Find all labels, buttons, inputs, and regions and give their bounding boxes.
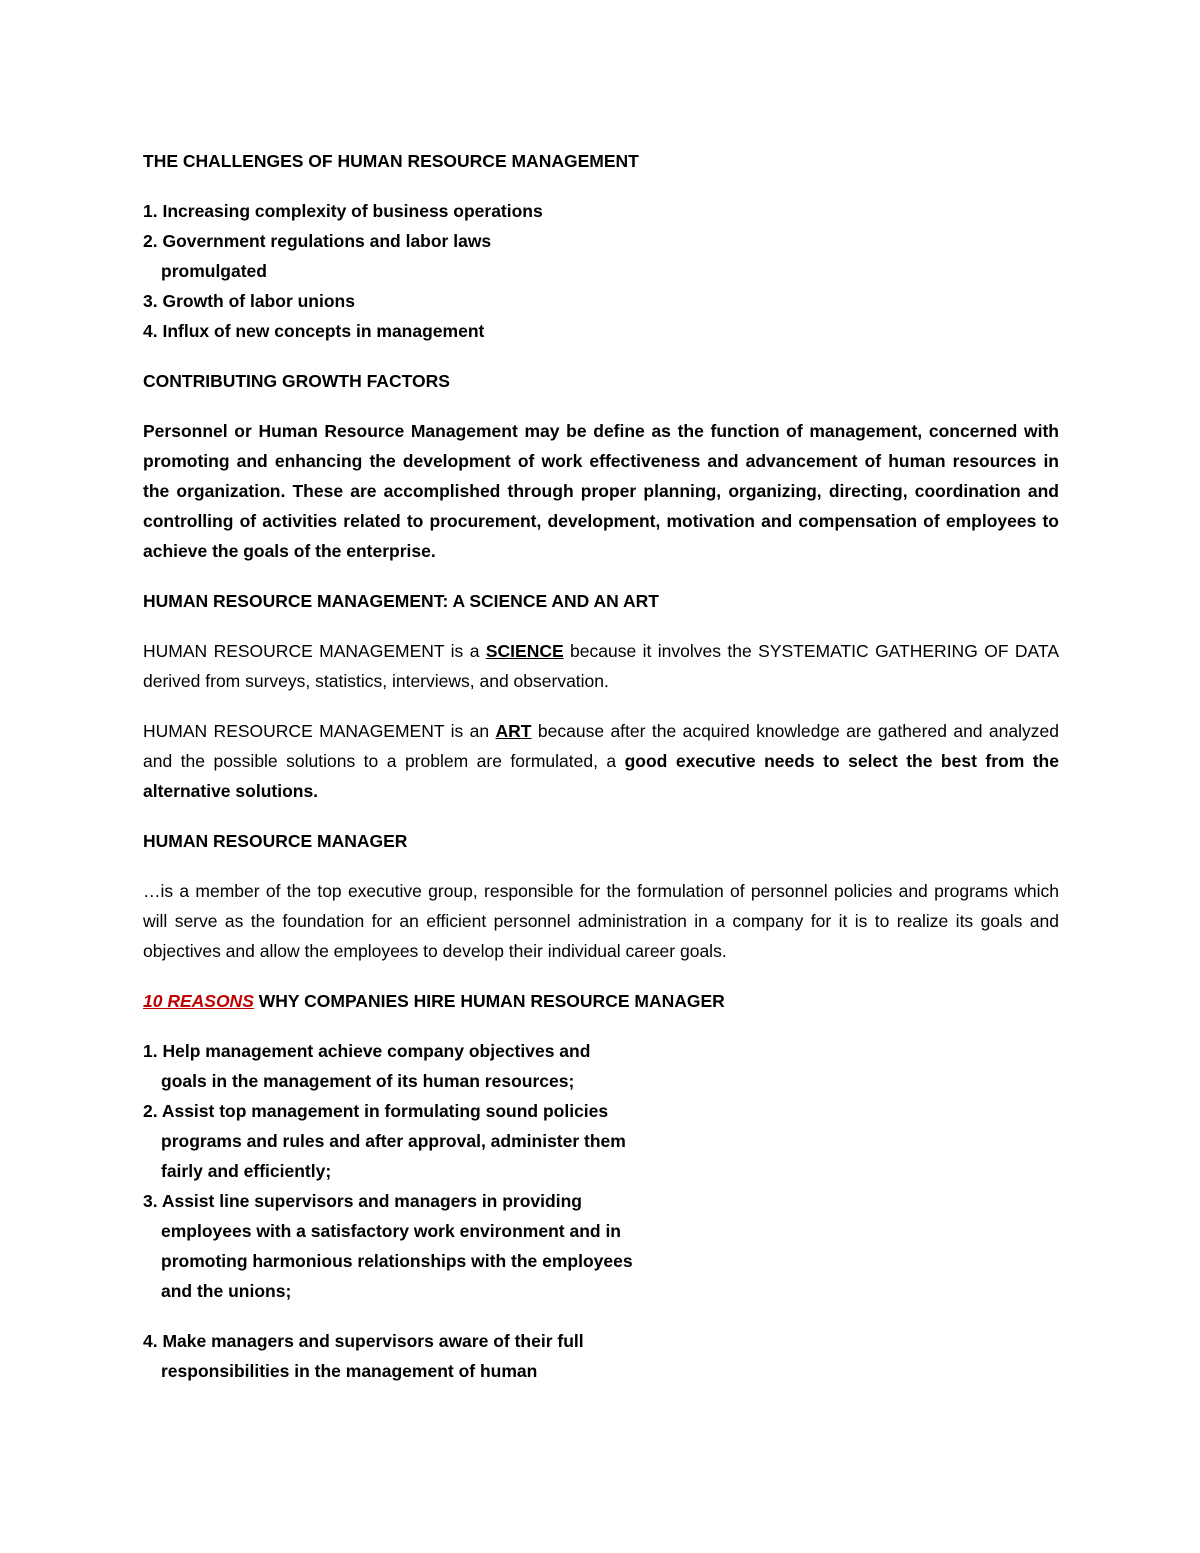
reasons-heading-emphasis: 10 REASONS bbox=[143, 991, 254, 1011]
section-heading-science-art: HUMAN RESOURCE MANAGEMENT: A SCIENCE AND AN ART bbox=[143, 591, 659, 611]
art-text-bold: good executive needs to select the best from the alternative solutions. bbox=[143, 751, 1059, 801]
list-item bbox=[143, 196, 1059, 226]
list-item-number: 4. bbox=[143, 1331, 158, 1351]
art-paragraph bbox=[143, 716, 1059, 806]
list-item-number: 3. bbox=[143, 291, 158, 311]
list-item bbox=[143, 1036, 1059, 1096]
list-item-text: Make managers and supervisors aware of their full bbox=[162, 1331, 584, 1351]
list-item bbox=[143, 1186, 1059, 1306]
list-item-text: Influx of new concepts in management bbox=[162, 321, 485, 341]
list-item-text: Assist line supervisors and managers in providing bbox=[161, 1191, 582, 1211]
list-item-number: 4. bbox=[143, 321, 158, 341]
art-keyword: ART bbox=[495, 721, 532, 741]
reasons-list bbox=[143, 1036, 1059, 1386]
list-item-number: 3. bbox=[143, 1191, 158, 1211]
list-item-number: 1. bbox=[143, 1041, 158, 1061]
list-item bbox=[143, 1326, 1059, 1386]
list-item-text: and the unions; bbox=[161, 1281, 292, 1301]
science-paragraph bbox=[143, 636, 1059, 696]
science-text-pre: HUMAN RESOURCE MANAGEMENT is a bbox=[143, 641, 486, 661]
list-item bbox=[143, 1096, 1059, 1186]
challenges-list bbox=[143, 196, 1059, 346]
list-item-number: 1. bbox=[143, 201, 158, 221]
list-item-text: goals in the management of its human resources; bbox=[161, 1071, 575, 1091]
list-item-text: Help management achieve company objectives and bbox=[162, 1041, 591, 1061]
list-item-text: employees with a satisfactory work environment and in bbox=[161, 1221, 621, 1241]
art-text-mid: because after the acquired knowledge are gathered and analyzed and the possible solutions to a problem are formulated, a bbox=[143, 721, 1059, 771]
hr-manager-paragraph: …is a member of the top executive group, responsible for the formulation of personnel policies and programs which will serve as the foundation for an efficient personnel administration in a company for it is to realize its goals and objectives and allow the employees to develop their individual career goals. bbox=[143, 881, 1059, 961]
list-item-text: responsibilities in the management of human bbox=[161, 1361, 538, 1381]
list-item-text: Growth of labor unions bbox=[162, 291, 355, 311]
document-body bbox=[143, 146, 1059, 1386]
list-item-text: promulgated bbox=[161, 261, 267, 281]
list-item-text: promoting harmonious relationships with the employees bbox=[161, 1251, 633, 1271]
definition-paragraph: Personnel or Human Resource Management may be define as the function of management, concerned with promoting and enhancing the development of work effectiveness and advancement of human resources in the organization. These are accomplished through proper planning, organizing, directing, coordination and controlling of activities related to procurement, development, motivation and compensation of employees to achieve the goals of the enterprise. bbox=[143, 421, 1059, 561]
list-item-text: Increasing complexity of business operations bbox=[162, 201, 543, 221]
list-item bbox=[143, 316, 1059, 346]
list-item-text: programs and rules and after approval, administer them bbox=[161, 1131, 626, 1151]
science-keyword: SCIENCE bbox=[485, 641, 564, 661]
art-text-pre: HUMAN RESOURCE MANAGEMENT is an bbox=[143, 721, 496, 741]
list-item-text: fairly and efficiently; bbox=[161, 1161, 332, 1181]
reasons-heading-rest: WHY COMPANIES HIRE HUMAN RESOURCE MANAGER bbox=[253, 991, 725, 1011]
section-heading-reasons bbox=[143, 986, 1059, 1016]
list-item-number: 2. bbox=[143, 1101, 158, 1121]
science-text-post: because it involves the SYSTEMATIC GATHERING OF DATA derived from surveys, statistics, interviews, and observation. bbox=[143, 641, 1059, 691]
section-heading-hr-manager: HUMAN RESOURCE MANAGER bbox=[143, 831, 408, 851]
section-heading-challenges: THE CHALLENGES OF HUMAN RESOURCE MANAGEMENT bbox=[143, 151, 639, 171]
list-item-text: Government regulations and labor laws bbox=[162, 231, 492, 251]
section-heading-growth-factors: CONTRIBUTING GROWTH FACTORS bbox=[143, 371, 450, 391]
list-item bbox=[143, 286, 1059, 316]
list-item bbox=[143, 226, 1059, 286]
list-item-number: 2. bbox=[143, 231, 158, 251]
list-item-text: Assist top management in formulating sound policies bbox=[161, 1101, 609, 1121]
